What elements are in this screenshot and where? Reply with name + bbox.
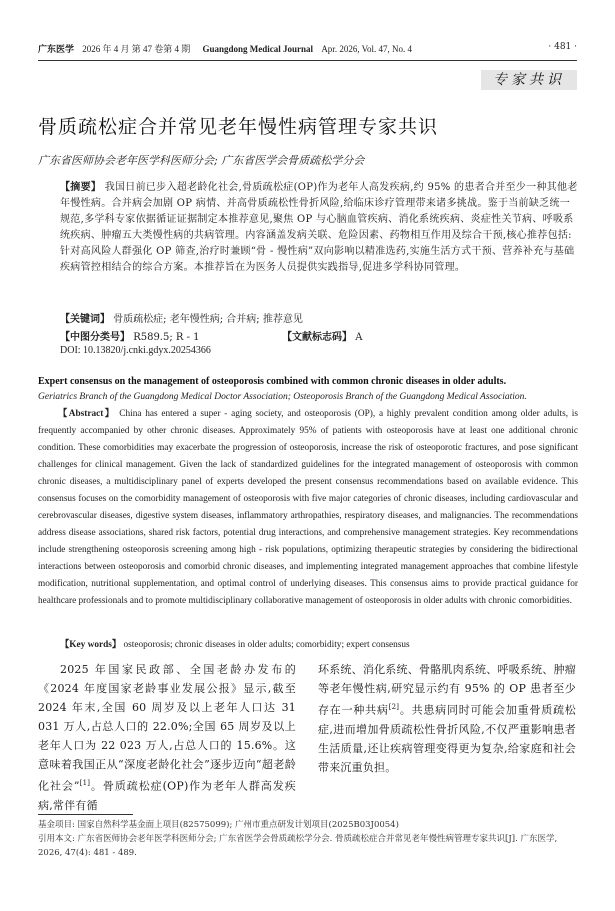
article-authors: 广东省医师协会老年医学科医师分会; 广东省医学会骨质疏松学分会 xyxy=(38,154,365,167)
footnote-rule xyxy=(38,814,133,815)
journal-name-cn: 广东医学 xyxy=(38,44,75,54)
body-text: 环系统、消化系统、骨骼肌肉系统、呼吸系统、肿瘤等老年慢性病,研究显示约有 95% 的 OP 患者至少存在一种共病 xyxy=(318,663,576,717)
keywords-zh xyxy=(60,310,303,325)
keywords-en xyxy=(60,636,580,650)
clc-label: 【中图分类号】 xyxy=(60,332,130,343)
fund-note: 基金项目: 国家自然科学基金面上项目(82575099); 广州市重点研发计划项目(2025B03J0054) xyxy=(38,820,399,830)
body-column-right xyxy=(318,660,576,777)
doc-code-label: 【文献标志码】 xyxy=(282,332,352,343)
clc-value: R589.5; R - 1 xyxy=(133,332,200,343)
running-header xyxy=(38,40,577,61)
footnotes xyxy=(38,818,578,860)
doi: DOI: 10.13820/j.cnki.gdyx.20254366 xyxy=(60,345,211,356)
abstract-zh xyxy=(60,180,580,276)
keywords-zh-text: 骨质疏松症; 老年慢性病; 合并病; 推荐意见 xyxy=(113,314,303,325)
issue-en: Apr. 2026, Vol. 47, No. 4 xyxy=(321,44,412,54)
citation-ref[interactable]: [2] xyxy=(388,703,400,711)
abstract-zh-text: 我国日前已步入超老龄化社会,骨质疏松症(OP)作为老年人高发疾病,约 95% 的患者合并至少一种其他老年慢性病。合并病会加剧 OP 病情、并高骨质疏松性骨折风险,给临床诊疗管理带来诸多挑战。鉴于当前缺乏统一规范,多学科专家依据循证证据制定本推荐意见,聚焦 OP 与心脑血管疾病、消化系统疾病、炎症性关节病、呼吸系统疾病、肿瘤五大类慢性病的共病管理。内容涵盖发病关联、危险因素、药物相互作用及综合干预,核心推荐包括:针对高风险人群强化 OP 筛查,治疗时兼顾“骨 - 慢性病”双向影响以精准选药,实施生活方式干预、营养补充与基础疾病管控相结合的综合方案。本推荐旨在为医务人员提供实践指导,促进多学科协同管理。 xyxy=(60,182,578,273)
body-text: 2025 年国家民政部、全国老龄办发布的《2024 年度国家老龄事业发展公报》显示,截至 2024 年末,全国 60 周岁及以上老年人口达 31 031 万人,占总人口的 22.0%;全国 65 周岁及以上老年人口为 22 023 万人,占总人口的 15.6%。这意味着我国正从“深度老龄化社会”逐步迈向“超老龄化社会” xyxy=(38,663,296,793)
issue-cn: 2026 年 4 月 第 47 卷第 4 期 xyxy=(82,44,191,54)
abstract-zh-label: 【摘要】 xyxy=(60,182,102,193)
header-left xyxy=(38,42,412,55)
article-title: 骨质疏松症合并常见老年慢性病管理专家共识 xyxy=(38,116,439,138)
body-paragraph xyxy=(318,660,576,777)
journal-name-en: Guangdong Medical Journal xyxy=(202,44,314,54)
doc-code-value: A xyxy=(355,332,363,343)
abstract-en xyxy=(38,406,578,610)
body-text: 。共患病同时可能会加重骨质疏松症,进而增加骨质疏松性骨折风险,不仅严重影响患者生活质量,还让疾病管理变得更为复杂,给家庭和社会带来沉重负担。 xyxy=(318,703,577,774)
keywords-zh-label: 【关键词】 xyxy=(60,314,110,325)
abstract-en-text: China has entered a super - aging society, and osteoporosis (OP), a highly prevalent condition among older adults, is frequently accompanied by other chronic diseases. Approximately 95% of patients with osteoporosis have at least one additional chronic condition. These comorbidities may exacerbate the progression of osteoporosis, increase the risk of osteoporotic fractures, and pose significant challenges for clinical management. Given the lack of standardized guidelines for the integrated management of osteoporosis with common chronic diseases, a multidisciplinary panel of experts developed the present consensus recommendations based on available evidence. This consensus focuses on the comorbidity management of osteoporosis with five major categories of chronic diseases, including cardiovascular and cerebrovascular diseases, digestive system diseases, inflammatory arthropathies, respiratory diseases, and malignancies. The recommendations address disease associations, shared risk factors, potential drug interactions, and comprehensive management strategies. Key recommendations include strengthening osteoporosis screening among high - risk populations, optimizing therapeutic strategies by considering the bidirectional interactions between osteoporosis and comorbid chronic diseases, and implementing integrated management approaches that combine lifestyle modification, nutritional supplementation, and optimal control of underlying diseases. This consensus aims to provide practical guidance for healthcare professionals and to promote multidisciplinary collaborative management of osteoporosis in older adults with chronic comorbidities. xyxy=(38,409,578,606)
body-text: 。骨质疏松症(OP)作为老年人群高发疾病,常伴有循 xyxy=(38,779,296,812)
page-number: · 481 · xyxy=(548,42,577,52)
citation-note: 引用本文: 广东省医师协会老年医学科医师分会; 广东省医学会骨质疏松学分会. 骨质疏松症合并常见老年慢性病管理专家共识[J]. 广东医学, 2026, 47(4): 481 - 489. xyxy=(38,834,558,858)
citation-ref[interactable]: [1] xyxy=(79,779,91,787)
body-paragraph xyxy=(38,660,296,815)
article-authors-en: Geriatrics Branch of the Guangdong Medical Doctor Association; Osteoporosis Branch of the Guangdong Medical Association. xyxy=(38,392,527,402)
document-code xyxy=(282,328,362,343)
keywords-en-text: osteoporosis; chronic diseases in older adults; comorbidity; expert consensus xyxy=(123,640,410,650)
article-title-en: Expert consensus on the management of osteoporosis combined with common chronic diseases in older adults. xyxy=(38,376,507,387)
clc-number xyxy=(60,328,200,343)
abstract-en-label: 【Abstract】 xyxy=(58,409,116,419)
keywords-en-label: 【Key words】 xyxy=(60,640,122,650)
section-tag: 专家共识 xyxy=(481,70,577,90)
body-column-left xyxy=(38,660,296,815)
